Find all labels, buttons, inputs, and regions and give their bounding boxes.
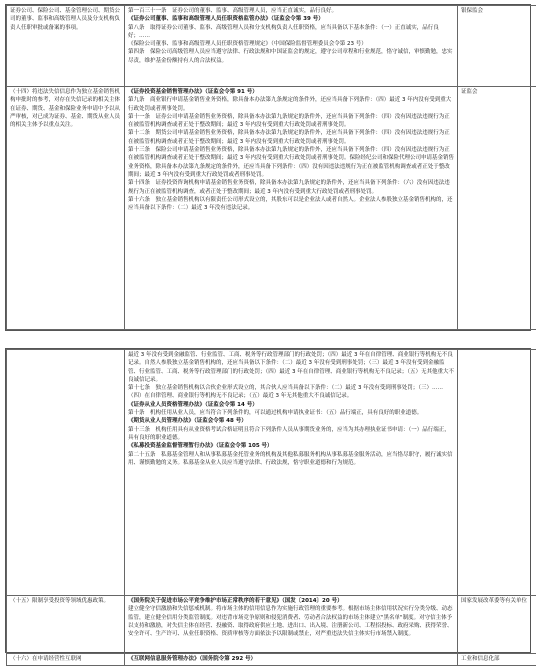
agency-cell	[458, 350, 536, 596]
basis-paragraph: 第十三条 机构任用具有从业资格考试合格证明且符合下列条件人员从事期货业务的，应当为其办理执业证书申请：（一）品行端正，具有良好的职业道德。	[128, 426, 454, 443]
agency-text: 证监会	[461, 88, 536, 96]
measure-cell	[7, 596, 125, 654]
basis-paragraph: 第十一条 证券公司申请基金销售业务资格，除具备本办法第九条规定的条件外，还应当具备下列条件：（四）没有因违法违规行为正在被监管机构调查或者正处于整改期间；最近 3 年内没有受到重大行政处罚或者刑事处罚。	[128, 113, 454, 130]
basis-cell	[125, 6, 458, 87]
basis-heading: 《私募投资基金监督管理暂行办法》（证监会令第 105 号）	[128, 442, 454, 450]
measure-cell	[7, 350, 125, 596]
basis-paragraph: 第十四条 证券投资咨询机构申请基金销售业务资格，除具备本办法第九条规定的条件外，还应当具备下列条件：（六）没有因违法违规行为正在被监管机构调查，或者正处于整改期间；最近 3 年内没有受到重大行政处罚或者刑事处罚。	[128, 179, 454, 196]
basis-paragraph: 第一百三十一条 证券公司的董事、监事、高级管理人员，应当正直诚实，品行良好。	[128, 7, 454, 15]
agency-text: 工业和信息化部	[461, 655, 536, 663]
agency-text: 国家发展改革委等有关单位	[461, 597, 536, 605]
measure-cell	[7, 87, 125, 330]
measure-text: （十四）将违法失信信息作为独立基金销售机构申批时的参考，对存在失信记录的相关主体在证券、期货、基金和保险业务申请中予以从严审核，对已成为证券、基金、期货从业人员的相关主体予以重点关注。	[10, 88, 121, 129]
agency-cell	[458, 654, 536, 666]
document-table-page2	[5, 348, 531, 653]
basis-cell	[125, 596, 458, 654]
agency-cell	[458, 596, 536, 654]
basis-paragraph: 第十条 机构任用从业人员，应当符合下列条件的，可以通过机构申请执业证书：（五）品行端正，具有良好的职业道德。	[128, 409, 454, 417]
basis-paragraph: 建立健全守信激励和失信惩戒机制。将市场主体的信用信息作为实施行政管理的重要参考。根据市场主体信用状况实行分类分级、动态监管，建立健全信用分类监管制度。对违背市场竞争原则和侵犯消费者、劳动者合法权益的市场主体建立"黑名单"制度。对守信主体予以支持和激励，对失信主体在经营、投融资、取得政府供应土地、进出口、出入境、注册新公司、工程招投标、政府采购、获得荣誉、安全许可、生产许可、从业任职资格、资质审核等方面依法予以限制或禁止，对严重违法失信主体实行市场禁入制度。	[128, 605, 454, 638]
basis-heading: 《证券从业人员资格管理办法》（证监会令第 14 号）	[128, 401, 454, 409]
basis-cell	[125, 350, 458, 596]
measure-text: （十六）在申请经营性互联网	[10, 655, 121, 663]
basis-heading: 《证券公司董事、监事和高级管理人员任职资格监管办法》（证监会令第 39 号）	[128, 15, 454, 23]
table-row	[7, 6, 536, 87]
document-table-page1	[5, 4, 531, 331]
basis-paragraph: 最近 3 年没有受到金融监管、行业监管、工商、税务等行政管理部门的行政处罚；（四）最近 3 年在自律管理、商业银行等机构无不良记录。自然人参股独立基金销售机构的，还应当具备以下条件：（二）最近 3 年没有受到刑事处罚；（三）最近 3 年没有受到金融监管、行业监管、工商、税务等行政管理部门的行政处罚；（四）最近 3 年在自律管理、商业银行等机构无不良记录；（五）无其他重大不良诚信记录。	[128, 351, 454, 384]
table-row	[7, 596, 536, 654]
agency-text: 银保监会	[461, 7, 536, 15]
basis-heading: 《国务院关于促进市场公平竞争维护市场正常秩序的若干意见》（国发〔2014〕20 号）	[128, 597, 454, 605]
measure-text: 证券公司、保险公司、基金管理公司、期货公司的董事、监事和高级管理人员及分支机构负责人任职审批或备案的事项。	[10, 7, 121, 32]
basis-paragraph: 第十七条 独立基金销售机构以合伙企业形式设立的，其合伙人应当具备以下条件：（二）最近 3 年没有受到刑事处罚；（三）……（四）在自律管理、商业银行等机构无不良记录；（五）最近 3 年无其他重大不良诚信记录。	[128, 384, 454, 401]
basis-paragraph: 第四条 保险公司高级管理人员应当遵守法律、行政法规和中国证监会的规定，遵守公司章程和行业规范，恪守诚信，审慎勤勉，忠实尽责，维护基金份额持有人的合法权益。	[128, 48, 454, 65]
basis-heading: 《互联网信息服务管理办法》（国务院令第 292 号）	[128, 655, 454, 663]
measure-text: （十五）限制享受投资等领域优惠政策。	[10, 597, 121, 605]
basis-paragraph: 《保险公司董事、监事和高级管理人员任职资格管理规定》（中国保险监督管理委员会令第 23 号）	[128, 40, 454, 48]
basis-paragraph: 第十六条 独立基金销售机构以有限责任公司形式设立的，其股东可以是企业法人或者自然人。企业法人参股独立基金销售机构的，还应当具备以下条件：（二）最近 3 年没有违法记录。	[128, 196, 454, 213]
basis-paragraph: 第二十五条 私募基金管理人和从事私募基金托管业务的机构及其他私募服务机构从事私募基金服务活动，应当恪尽职守，履行诚实信用、谨慎勤勉的义务。私募基金从业人员应当遵守法律、行政法规，恪守职业道德和行为规范。	[128, 451, 454, 468]
basis-cell	[125, 654, 458, 666]
basis-cell	[125, 87, 458, 330]
basis-paragraph: 第十三条 保险公司申请基金销售业务资格，除具备本办法第九条规定的条件外，还应当具备下列条件：（四）没有因违法违规行为正在被监管机构调查或者正处于整改期间；最近 3 年内没有受到重大行政处罚或者刑事处罚。保险经纪公司和保险代理公司申请基金销售业务资格，除具备本办法第九条规定的条件外，还应当具备下列条件：（四）没有因违法违规行为正在被监管机构调查或者正处于整改期间；最近 3 年内没有受到重大行政处罚或者刑事处罚。	[128, 146, 454, 179]
basis-paragraph: 第八条 取得证券公司董事、监事、高级管理人员和分支机构负责人任职资格，应当具备以下基本条件：（一）正直诚实，品行良好；……	[128, 24, 454, 41]
basis-heading: 《证券投资基金销售管理办法》（证监会令第 91 号）	[128, 88, 454, 96]
measure-cell	[7, 6, 125, 87]
measure-cell	[7, 654, 125, 666]
basis-heading: 《期货从业人员管理办法》（证监会令第 48 号）	[128, 417, 454, 425]
agency-cell	[458, 87, 536, 330]
agency-cell	[458, 6, 536, 87]
table-row	[7, 350, 536, 596]
table-row	[7, 654, 536, 666]
basis-paragraph: 第九条 商业银行申请基金销售业务资格，除具备本办法第九条规定的条件外，还应当具备下列条件：（四）最近 3 年内没有受到重大行政处罚或者刑事处罚。	[128, 96, 454, 113]
table-row	[7, 87, 536, 330]
basis-paragraph: 第十二条 期货公司申请基金销售业务资格，除具备本办法第九条规定的条件外，还应当具备下列条件：（四）没有因违法违规行为正在被监管机构调查或者正处于整改期间；最近 3 年内没有受到重大行政处罚或者刑事处罚。	[128, 129, 454, 146]
